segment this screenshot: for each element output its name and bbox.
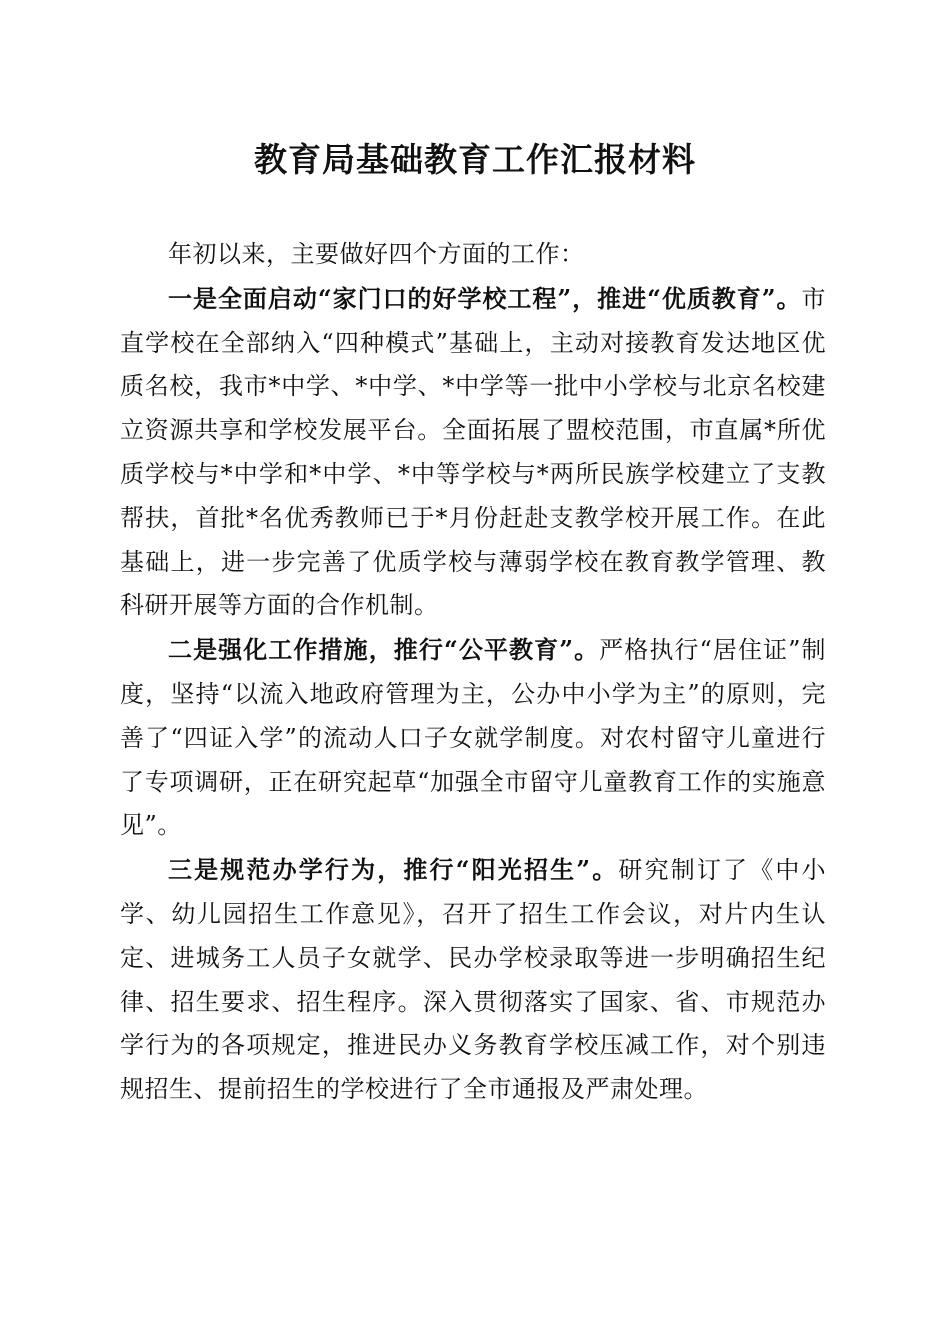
paragraph-lead: 三是规范办学行为，推行“阳光招生”。 <box>168 855 619 885</box>
document-title: 教育局基础教育工作汇报材料 <box>254 140 696 179</box>
paragraph-text: 研究制订了《中小学、幼儿园招生工作意见》，召开了招生工作会议，对片内生认定、进城务工人员子女就学、民办学校录取等进一步明确招生纪律、招生要求、招生程序。深入贯彻落实了国家、省、市规范办学行为的各项规定，推进民办义务教育学校压减工作，对个别违规招生、提前招生的学校进行了全市通报及严肃处理。 <box>120 856 827 1104</box>
document-body <box>120 232 826 1112</box>
paragraph-fair-education <box>120 628 826 848</box>
paragraph-text: 年初以来，主要做好四个方面的工作： <box>168 240 585 268</box>
paragraph-sunshine-enrollment <box>120 848 826 1112</box>
paragraph-quality-education <box>120 277 826 628</box>
paragraph-text: 市直学校在全部纳入“四种模式”基础上，主动对接教育发达地区优质名校，我市*中学、*中学、*中学等一批中小学校与北京名校建立资源共享和学校发展平台。全面拓展了盟校范围，市直属*所优质学校与*中学和*中学、*中等学校与*两所民族学校建立了支教帮扶，首批*名优秀教师已于*月份赶赴支教学校开展工作。在此基础上，进一步完善了优质学校与薄弱学校在教育教学管理、教科研开展等方面的合作机制。 <box>120 284 826 620</box>
paragraph-lead: 二是强化工作措施，推行“公平教育”。 <box>168 635 600 665</box>
paragraph-intro <box>120 232 826 277</box>
paragraph-lead: 一是全面启动“家门口的好学校工程”，推进“优质教育”。 <box>168 283 802 313</box>
paragraph-text: 严格执行“居住证”制度，坚持“以流入地政府管理为主，公办中小学为主”的原则，完善了“四证入学”的流动人口子女就学制度。对农村留守儿童进行了专项调研，正在研究起草“加强全市留守儿童教育工作的实施意见”。 <box>120 636 826 840</box>
